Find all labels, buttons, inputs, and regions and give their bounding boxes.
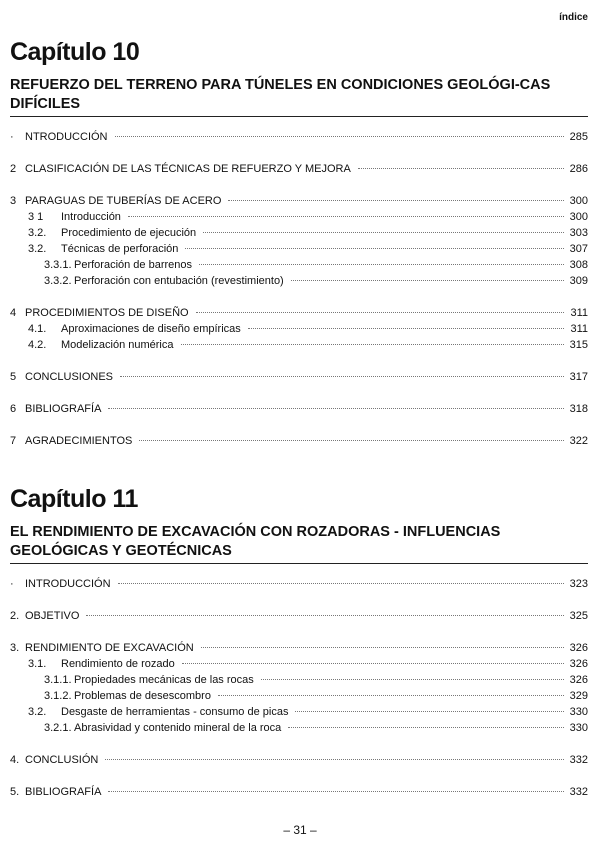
toc-section: [10, 752, 588, 768]
entry-number: 3.1.: [28, 658, 47, 670]
entry-number: 4.2.: [28, 339, 47, 351]
entry-page: 326: [569, 658, 588, 670]
dot-leader: [120, 376, 564, 377]
toc-subentry[interactable]: [10, 225, 588, 241]
toc-section: [10, 784, 588, 800]
entry-page: 308: [569, 259, 588, 271]
entry-number: 6: [10, 403, 17, 415]
entry-page: 300: [569, 211, 588, 223]
entry-title: Desgaste de herramientas - consumo de picas: [61, 706, 289, 718]
entry-title: RENDIMIENTO DE EXCAVACIÓN: [25, 642, 194, 654]
toc-entry[interactable]: [10, 576, 588, 592]
entry-page: 317: [569, 371, 588, 383]
entry-title: CONCLUSIONES: [25, 371, 114, 383]
entry-number: 3.2.: [28, 706, 47, 718]
entry-number: 3.2.: [28, 227, 47, 239]
dot-leader: [248, 328, 565, 329]
entry-title: Propiedades mecánicas de las rocas: [74, 674, 254, 686]
toc-section: [10, 576, 588, 592]
entry-page: 332: [569, 786, 588, 798]
entry-title: Problemas de desescombro: [74, 690, 211, 702]
entry-page: 326: [569, 642, 588, 654]
dot-leader: [199, 264, 564, 265]
entry-page: 326: [569, 674, 588, 686]
entry-page: 330: [569, 722, 588, 734]
chapter-subtitle: REFUERZO DEL TERRENO PARA TÚNELES EN CONDICIONES GEOLÓGI-CAS DIFÍCILES: [10, 76, 588, 117]
entry-number: 3: [10, 195, 17, 207]
dot-leader: [128, 216, 564, 217]
toc-section: [10, 305, 588, 353]
entry-page: 285: [569, 131, 588, 143]
dot-leader: [228, 200, 563, 201]
entry-title: NTRODUCCIÓN: [25, 131, 108, 143]
entry-number: 5: [10, 371, 17, 383]
entry-number: 7: [10, 435, 17, 447]
toc-entry[interactable]: [10, 433, 588, 449]
entry-number: 3.1.2.: [44, 690, 72, 702]
toc-entry[interactable]: [10, 784, 588, 800]
dot-leader: [185, 248, 563, 249]
dot-leader: [86, 615, 563, 616]
entry-title: PARAGUAS DE TUBERÍAS DE ACERO: [25, 195, 222, 207]
dot-leader: [201, 647, 564, 648]
entry-title: Procedimiento de ejecución: [61, 227, 197, 239]
toc-list: [10, 129, 588, 449]
entry-number: 5.: [10, 786, 20, 798]
entry-page: 323: [569, 578, 588, 590]
dot-leader: [261, 679, 564, 680]
entry-title: Modelización numérica: [61, 339, 174, 351]
chapter-subtitle: EL RENDIMIENTO DE EXCAVACIÓN CON ROZADORAS - INFLUENCIAS GEOLÓGICAS Y GEOTÉCNICAS: [10, 523, 588, 564]
entry-number: 2: [10, 163, 17, 175]
dot-leader: [358, 168, 564, 169]
toc-entry[interactable]: [10, 369, 588, 385]
entry-title: Abrasividad y contenido mineral de la roca: [74, 722, 282, 734]
toc-section: [10, 193, 588, 289]
entry-title: OBJETIVO: [25, 610, 80, 622]
entry-page: 309: [569, 275, 588, 287]
dot-leader: [105, 759, 563, 760]
toc-subentry[interactable]: [10, 241, 588, 257]
entry-title: BIBLIOGRAFÍA: [25, 403, 102, 415]
dot-leader: [291, 280, 564, 281]
entry-page: 286: [569, 163, 588, 175]
dot-leader: [295, 711, 563, 712]
entry-title: CLASIFICACIÓN DE LAS TÉCNICAS DE REFUERZO Y MEJORA: [25, 163, 351, 175]
entry-title: Rendimiento de rozado: [61, 658, 175, 670]
toc-entry[interactable]: [10, 608, 588, 624]
toc-list: [10, 576, 588, 800]
toc-entry[interactable]: [10, 305, 588, 321]
entry-page: 318: [569, 403, 588, 415]
dot-leader: [181, 344, 564, 345]
toc-section: [10, 129, 588, 145]
entry-title: INTRODUCCIÓN: [25, 578, 111, 590]
entry-number: 3.3.1.: [44, 259, 72, 271]
dot-leader: [288, 727, 563, 728]
toc-subentry[interactable]: [10, 704, 588, 720]
entry-title: PROCEDIMIENTOS DE DISEÑO: [25, 307, 189, 319]
entry-title: Perforación con entubación (revestimiento): [74, 275, 284, 287]
toc-section: [10, 433, 588, 449]
entry-page: 300: [569, 195, 588, 207]
entry-number: 4: [10, 307, 17, 319]
dot-leader: [218, 695, 564, 696]
dot-leader: [115, 136, 564, 137]
entry-number: 3.2.: [28, 243, 47, 255]
entry-page: 303: [569, 227, 588, 239]
toc-section: [10, 161, 588, 177]
toc-entry[interactable]: [10, 161, 588, 177]
entry-title: AGRADECIMIENTOS: [25, 435, 133, 447]
toc-subentry[interactable]: [10, 672, 588, 688]
entry-number: 3.2.1.: [44, 722, 72, 734]
entry-page: 307: [569, 243, 588, 255]
entry-number: 2.: [10, 610, 20, 622]
chapter-10: [10, 38, 588, 449]
toc-subentry[interactable]: [10, 688, 588, 704]
entry-number: 3 1: [28, 211, 44, 223]
toc-section: [10, 369, 588, 385]
toc-subentry[interactable]: [10, 337, 588, 353]
dot-leader: [108, 408, 563, 409]
chapter-title: Capítulo 11: [10, 485, 138, 513]
toc-subentry[interactable]: [10, 720, 588, 736]
entry-number: 4.1.: [28, 323, 47, 335]
toc-section: [10, 608, 588, 624]
entry-page: 322: [569, 435, 588, 447]
header-label: índice: [559, 12, 588, 23]
toc-subentry[interactable]: [10, 257, 588, 273]
entry-number: 3.: [10, 642, 20, 654]
chapter-11: [10, 485, 588, 800]
toc-entry[interactable]: [10, 640, 588, 656]
toc-entry[interactable]: [10, 401, 588, 417]
entry-title: Perforación de barrenos: [74, 259, 193, 271]
toc-subentry[interactable]: [10, 321, 588, 337]
toc-subentry[interactable]: [10, 209, 588, 225]
toc-entry[interactable]: [10, 129, 588, 145]
entry-number: 3.1.1.: [44, 674, 72, 686]
entry-page: 325: [569, 610, 588, 622]
page-number: – 31 –: [283, 823, 317, 837]
entry-number: ·: [10, 131, 14, 143]
entry-title: CONCLUSIÓN: [25, 754, 99, 766]
entry-page: 315: [569, 339, 588, 351]
entry-title: Aproximaciones de diseño empíricas: [61, 323, 241, 335]
dot-leader: [118, 583, 564, 584]
entry-page: 311: [570, 323, 588, 335]
entry-number: ·: [10, 578, 14, 590]
chapter-title: Capítulo 10: [10, 38, 140, 66]
entry-page: 329: [569, 690, 588, 702]
toc-subentry[interactable]: [10, 656, 588, 672]
entry-title: Técnicas de perforación: [61, 243, 179, 255]
dot-leader: [108, 791, 563, 792]
entry-page: 311: [570, 307, 588, 319]
toc-section: [10, 640, 588, 736]
entry-page: 330: [569, 706, 588, 718]
dot-leader: [203, 232, 564, 233]
entry-number: 4.: [10, 754, 20, 766]
dot-leader: [182, 663, 564, 664]
toc-section: [10, 401, 588, 417]
dot-leader: [139, 440, 563, 441]
toc-entry[interactable]: [10, 752, 588, 768]
entry-title: BIBLIOGRAFÍA: [25, 786, 102, 798]
entry-title: Introducción: [61, 211, 121, 223]
entry-page: 332: [569, 754, 588, 766]
toc-subentry[interactable]: [10, 273, 588, 289]
toc-entry[interactable]: [10, 193, 588, 209]
entry-number: 3.3.2.: [44, 275, 72, 287]
dot-leader: [196, 312, 565, 313]
